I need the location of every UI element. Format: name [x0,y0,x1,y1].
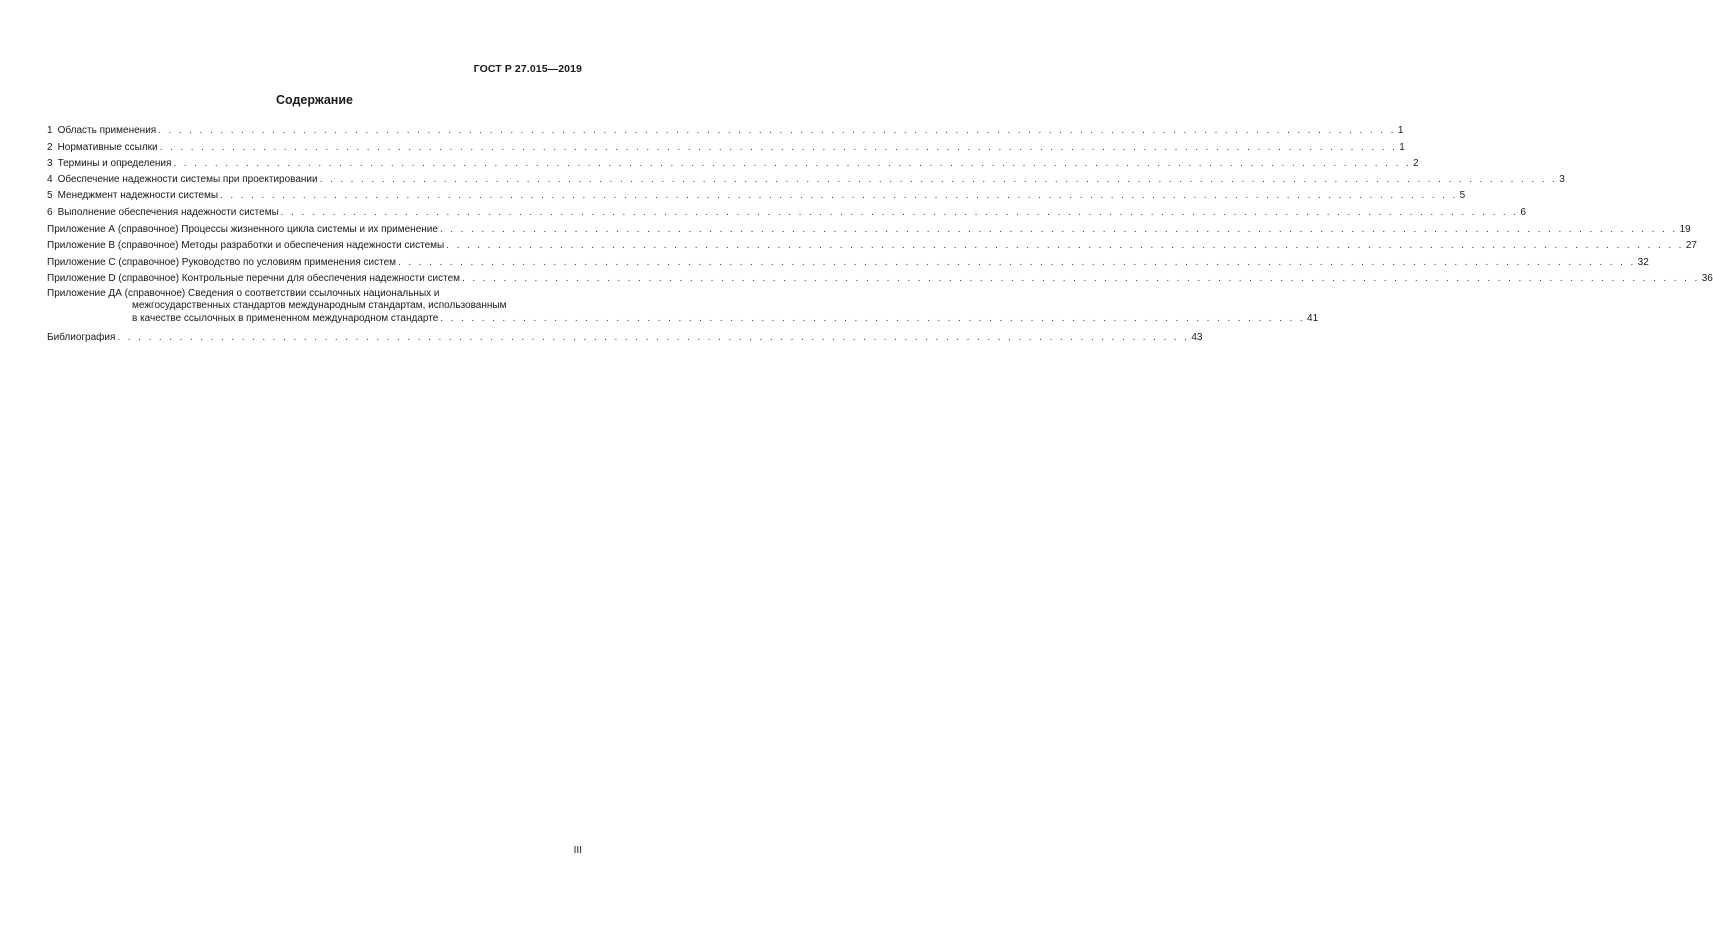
toc-entry-label: Приложение D (справочное) Контрольные перечни для обеспечения надежности систем [47,272,461,284]
toc-entry-label: Приложение С (справочное) Руководство по условиям применения систем [47,256,397,268]
toc-leader-dots: . . . . . . . . . . . . . . . . . . . . . . . . . . . . . . . . . . . . . . . . . . . . . . . . . . . . . . . . . . . . . . . . . . . . . . . . . . . . . . . . . . . . . . . . . . . . . . . . . . . . . . . . . . . . . . . . . . . . . . . . [158,125,1396,137]
toc-leader-dots: . . . . . . . . . . . . . . . . . . . . . . . . . . . . . . . . . . . . . . . . . . . . . . . . . . . . . . . . . . . . . . . . . . . . . . . . . . . . . . . . . . . . . . . . . . . . . . . . . . . . . . . . . . . . . . . . . . . . . . . . [462,272,1700,284]
toc-entry-page: 3 [1559,174,1565,186]
toc-leader-dots: . . . . . . . . . . . . . . . . . . . . . . . . . . . . . . . . . . . . . . . . . . . . . . . . . . . . . . . . . . . . . . . . . . . . . . . . . . . . . . . . . . . . . . . . . . . . . . . . . . . . . . . . . . . . . . . . . . . . . . . . [280,206,1519,218]
toc-entry-number: 2 [47,141,53,153]
toc-leader-dots: . . . . . . . . . . . . . . . . . . . . . . . . . . . . . . . . . . . . . . . . . . . . . . . . . . . . . . . . . . . . . . . . . . . . . . . . . . . . . . . . . . . . . . . . . . . . . . . . . . . . . . . . . . . . . . . . . . . . . . . . [446,240,1684,252]
toc-entry-label: Библиография [47,331,116,343]
toc-entry-page: 43 [1191,331,1203,343]
toc-entry-page: 27 [1685,240,1697,252]
toc-entry-label-line3: в качестве ссылочных в примененном международном стандарте [132,312,439,324]
toc-entry-page: 19 [1679,224,1691,236]
toc-entry-label: Менеджмент надежности системы [57,190,219,202]
toc-entry-label: Термины и определения [57,157,172,169]
toc-entry-label: Приложение В (справочное) Методы разработки и обеспечения надежности системы [47,240,445,252]
toc-entry-label-line1: Приложение ДА (справочное) Сведения о соответствии ссылочных национальных и [47,287,440,299]
toc-entry[interactable] [47,186,1466,202]
toc-entry-label: Приложение А (справочное) Процессы жизненного цикла системы и их применение [47,224,438,236]
toc-entry-bibliography[interactable] [47,327,1203,343]
toc-entry-number: 6 [47,206,53,218]
toc-entry-page: 5 [1459,190,1466,202]
toc-entry-label: Область применения [57,125,157,137]
toc-entry-number: 4 [47,174,53,186]
toc-entry-page: 36 [1701,272,1713,284]
toc-entry[interactable] [47,137,1405,153]
standard-designation: ГОСТ Р 27.015—2019 [473,63,582,75]
toc-entry[interactable] [47,170,1565,186]
toc-entry[interactable] [47,202,1526,218]
toc-entry-page: 32 [1637,256,1649,268]
toc-entry-label: Обеспечение надежности системы при проектировании [57,174,318,186]
toc-entry-number: 5 [47,190,53,202]
toc-entry-page: 2 [1413,157,1419,169]
toc-entry[interactable] [47,252,1649,268]
toc-leader-dots: . . . . . . . . . . . . . . . . . . . . . . . . . . . . . . . . . . . . . . . . . . . . . . . . . . . . . . . . . . . . . . . . . . . . . . . . . . . . . . . . . . . . . . . . . . . . . . . . . . . . . . . . . . . . . . . . . . . . . . . . [159,141,1398,153]
table-of-contents [47,121,1713,344]
toc-entry[interactable] [47,121,1404,137]
toc-entry[interactable] [47,220,1691,236]
toc-entry-label: Выполнение обеспечения надежности системы [57,206,279,218]
toc-leader-dots: . . . . . . . . . . . . . . . . . . . . . . . . . . . . . . . . . . . . . . . . . . . . . . . . . . . . . . . . . . . . . . . . . . . . . . . . . . . . . . . . . . . . . . . . . . . . . . . . . . . . . . . . [117,331,1190,343]
toc-entry[interactable] [47,154,1419,170]
toc-entry-label: Нормативные ссылки [57,141,158,153]
toc-leader-dots: . . . . . . . . . . . . . . . . . . . . . . . . . . . . . . . . . . . . . . . . . . . . . . . . . . . . . . . . . . . . . . . . . . . . . . . . . . . . . . . . . . . . . . . . . . . . . . . . . . . . . . . . . . . . . . . . . . . . . . . . [439,224,1678,236]
page-number: III [573,845,582,856]
toc-entry[interactable] [47,236,1697,252]
toc-entry-page: 1 [1397,125,1404,137]
toc-leader-dots: . . . . . . . . . . . . . . . . . . . . . . . . . . . . . . . . . . . . . . . . . . . . . . . . . . . . . . . . . . . . . . . . . . . . . . . . . . . . . . . . . . . . . . . . . . . . . . . . . . . . . . . . . . . . . . . . . . . . . . . . [319,174,1558,186]
toc-entry-page: 1 [1399,141,1405,153]
toc-title: Содержание [275,93,353,107]
toc-entry-number: 3 [47,157,53,169]
toc-entry-annex-da[interactable] [47,285,1319,326]
toc-leader-dots: . . . . . . . . . . . . . . . . . . . . . . . . . . . . . . . . . . . . . . . . . . . . . . . . . . . . . . . . . . . . . . . . . . . . . . . . . . . . . . . . . . . . . . . . . . . . . . . . . . . . . . . . . . . . . . . . . . . . . . . . [220,190,1458,202]
toc-leader-dots: . . . . . . . . . . . . . . . . . . . . . . . . . . . . . . . . . . . . . . . . . . . . . . . . . . . . . . . . . . . . . . . . . . . . . . . . . . . . . . . . . . . . . . . . . . . . . . . . . . . . . . . . . . . . . . . . . . . . . . . . [173,157,1412,169]
toc-entry-label-line2: межгосударственных стандартов международным стандартам, использованным [132,300,507,312]
toc-entry-page: 41 [1307,312,1319,324]
toc-leader-dots: . . . . . . . . . . . . . . . . . . . . . . . . . . . . . . . . . . . . . . . . . . . . . . . . . . . . . . . . . . . . . . . . . . . . . . . . . . . . . . . . . . . . [440,312,1306,324]
toc-entry-page: 6 [1520,206,1526,218]
toc-leader-dots: . . . . . . . . . . . . . . . . . . . . . . . . . . . . . . . . . . . . . . . . . . . . . . . . . . . . . . . . . . . . . . . . . . . . . . . . . . . . . . . . . . . . . . . . . . . . . . . . . . . . . . . . . . . . . . . . . . . . . . . . [398,256,1636,268]
toc-entry[interactable] [47,269,1713,285]
toc-entries [47,121,1713,285]
toc-entry-number: 1 [47,125,53,137]
